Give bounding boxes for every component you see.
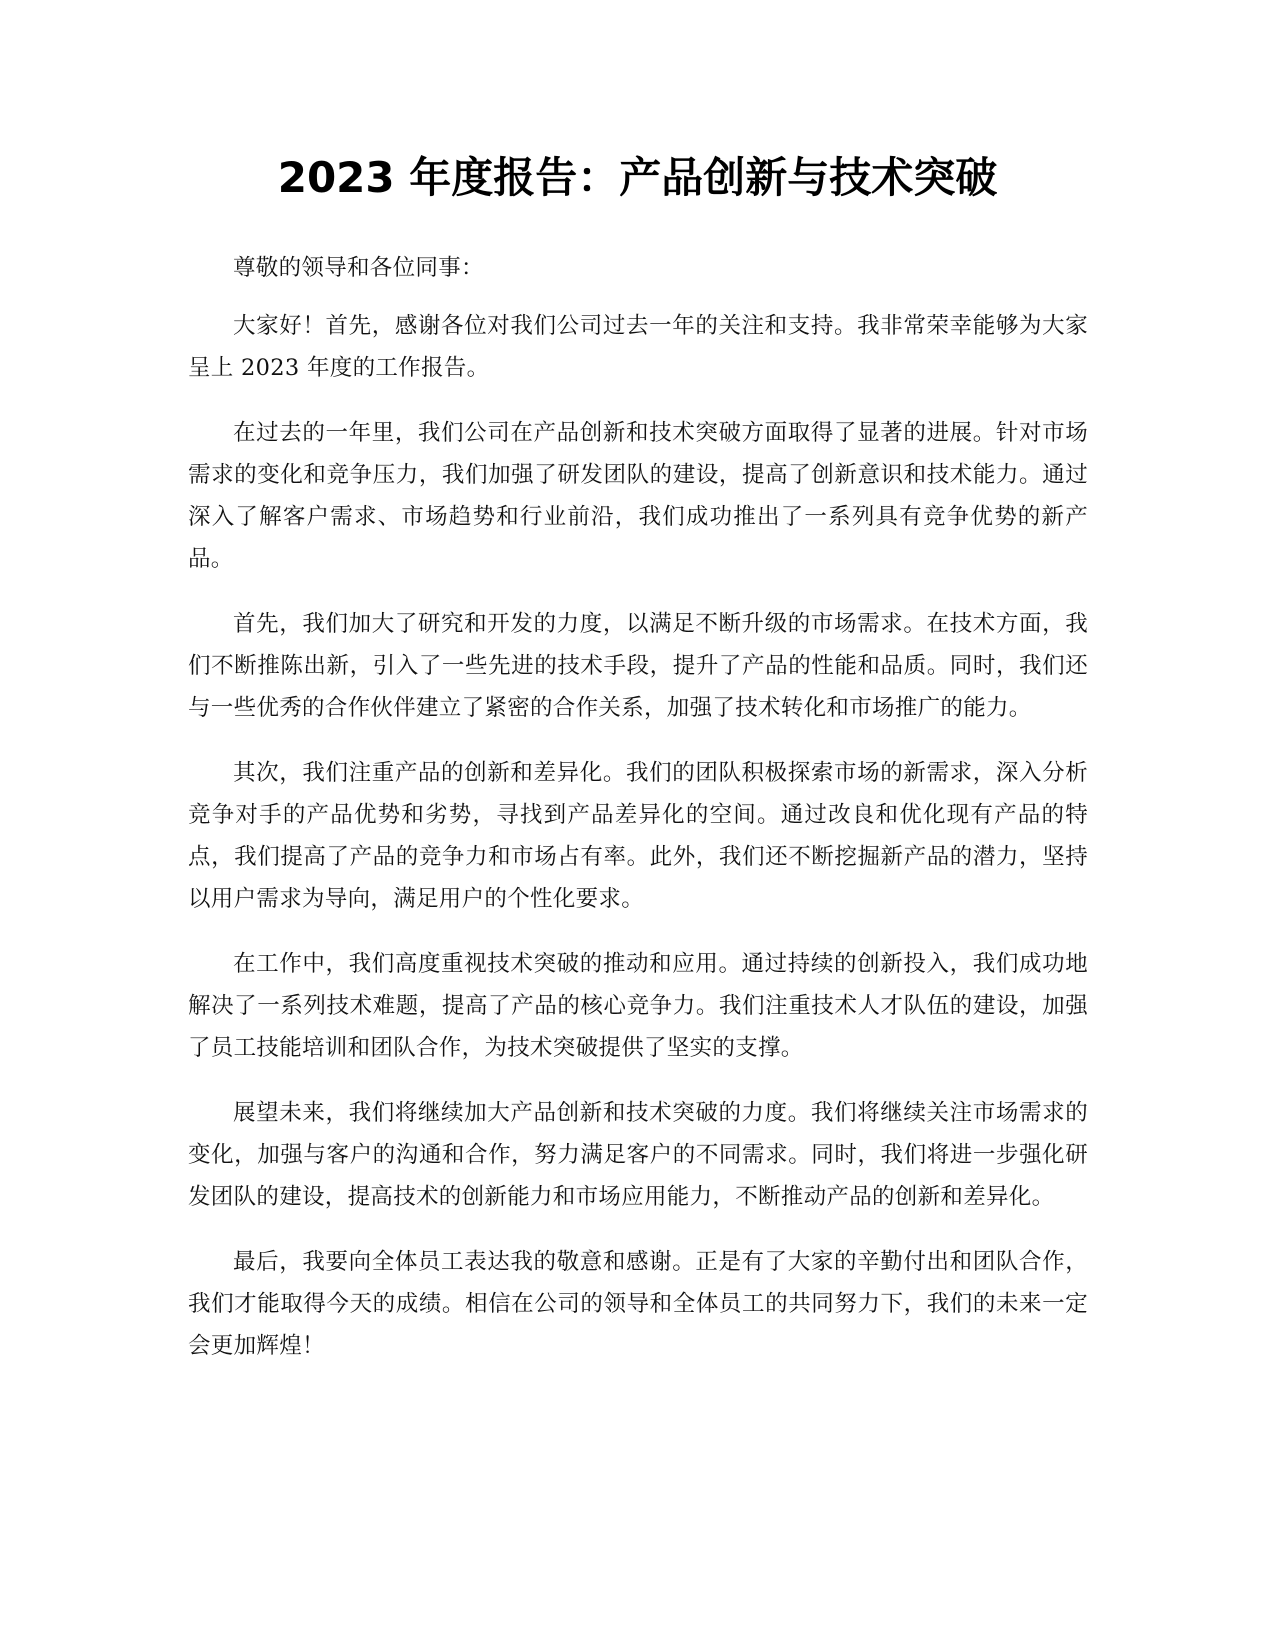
document-body	[188, 247, 1088, 1390]
closing-paragraph: 最后，我要向全体员工表达我的敬意和感谢。正是有了大家的辛勤付出和团队合作，我们才能取得今天的成绩。相信在公司的领导和全体员工的共同努力下，我们的未来一定会更加辉煌！	[188, 1249, 1088, 1359]
opening-paragraph: 大家好！首先，感谢各位对我们公司过去一年的关注和支持。我非常荣幸能够为大家呈上 2023 年度的工作报告。	[188, 313, 1088, 381]
body-paragraph: 其次，我们注重产品的创新和差异化。我们的团队积极探索市场的新需求，深入分析竞争对手的产品优势和劣势，寻找到产品差异化的空间。通过改良和优化现有产品的特点，我们提高了产品的竞争力和市场占有率。此外，我们还不断挖掘新产品的潜力，坚持以用户需求为导向，满足用户的个性化要求。	[188, 760, 1088, 912]
body-paragraph: 在工作中，我们高度重视技术突破的推动和应用。通过持续的创新投入，我们成功地解决了一系列技术难题，提高了产品的核心竞争力。我们注重技术人才队伍的建设，加强了员工技能培训和团队合作，为技术突破提供了坚实的支撑。	[188, 951, 1088, 1061]
body-paragraph: 展望未来，我们将继续加大产品创新和技术突破的力度。我们将继续关注市场需求的变化，加强与客户的沟通和合作，努力满足客户的不同需求。同时，我们将进一步强化研发团队的建设，提高技术的创新能力和市场应用能力，不断推动产品的创新和差异化。	[188, 1100, 1088, 1210]
salutation-paragraph: 尊敬的领导和各位同事：	[233, 255, 484, 281]
document-title: 2023 年度报告：产品创新与技术突破	[277, 153, 998, 202]
body-paragraph: 在过去的一年里，我们公司在产品创新和技术突破方面取得了显著的进展。针对市场需求的变化和竞争压力，我们加强了研发团队的建设，提高了创新意识和技术能力。通过深入了解客户需求、市场趋势和行业前沿，我们成功推出了一系列具有竞争优势的新产品。	[188, 420, 1088, 572]
body-paragraph: 首先，我们加大了研究和开发的力度，以满足不断升级的市场需求。在技术方面，我们不断推陈出新，引入了一些先进的技术手段，提升了产品的性能和品质。同时，我们还与一些优秀的合作伙伴建立了紧密的合作关系，加强了技术转化和市场推广的能力。	[188, 611, 1088, 721]
